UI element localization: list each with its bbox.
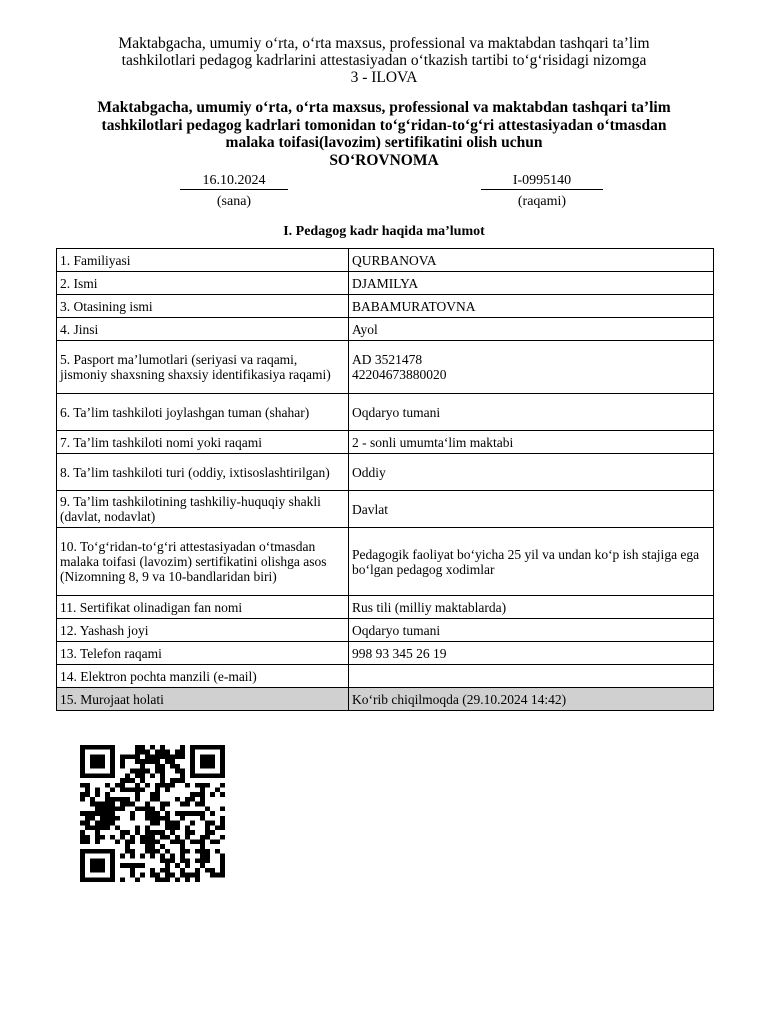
title-heading: SO‘ROVNOMA — [329, 151, 439, 169]
row-value — [349, 665, 714, 688]
number-underline — [481, 189, 603, 190]
appendix-label: 3 - ILOVA — [350, 69, 418, 86]
table-row — [57, 528, 714, 596]
row-label: 13. Telefon raqami — [57, 642, 349, 665]
info-table — [56, 248, 714, 711]
table-row — [57, 249, 714, 272]
row-value: 2 - sonli umumta‘lim maktabi — [349, 431, 714, 454]
row-value: Pedagogik faoliyat bo‘yicha 25 yil va undan ko‘p ish stajiga ega bo‘lgan pedagog xodimlar — [349, 528, 714, 596]
table-row — [57, 295, 714, 318]
table-row — [57, 341, 714, 394]
table-row — [57, 394, 714, 431]
passport-series: AD 3521478 — [352, 352, 423, 367]
row-value — [349, 341, 714, 394]
row-label: 6. Ta’lim tashkiloti joylashgan tuman (shahar) — [57, 394, 349, 431]
row-label: 9. Ta’lim tashkilotining tashkiliy-huquqiy shakli (davlat, nodavlat) — [57, 491, 349, 528]
section-title: I. Pedagog kadr haqida ma’lumot — [283, 224, 485, 239]
title-line: tashkilotlari pedagog kadrlari tomonidan to‘g‘ridan-to‘g‘ri attestasiyadan o‘tmasdan — [101, 116, 667, 134]
table-row — [57, 642, 714, 665]
title-line: Maktabgacha, umumiy o‘rta, o‘rta maxsus, professional va maktabdan tashqari ta’lim — [97, 99, 671, 116]
row-label: 10. To‘g‘ridan-to‘g‘ri attestasiyadan o‘tmasdan malaka toifasi (lavozim) sertifikatini olishga asos (Nizomning 8, 9 va 10-bandlaridan biri) — [57, 528, 349, 596]
status-value: Ko‘rib chiqilmoqda (29.10.2024 14:42) — [349, 688, 714, 711]
date-field — [180, 172, 288, 210]
row-value: 998 93 345 26 19 — [349, 642, 714, 665]
row-label: 4. Jinsi — [57, 318, 349, 341]
table-row — [57, 431, 714, 454]
row-value: Rus tili (milliy maktablarda) — [349, 596, 714, 619]
table-row — [57, 272, 714, 295]
header-line: Maktabgacha, umumiy o‘rta, o‘rta maxsus, professional va maktabdan tashqari ta’lim — [118, 35, 650, 52]
number-field — [481, 172, 603, 210]
row-value: BABAMURATOVNA — [349, 295, 714, 318]
row-label: 7. Ta’lim tashkiloti nomi yoki raqami — [57, 431, 349, 454]
passport-pinfl: 42204673880020 — [352, 367, 447, 382]
row-value: Oqdaryo tumani — [349, 394, 714, 431]
row-value: Oqdaryo tumani — [349, 619, 714, 642]
row-label: 11. Sertifikat olinadigan fan nomi — [57, 596, 349, 619]
row-label: 12. Yashash joyi — [57, 619, 349, 642]
qr-code-icon — [80, 745, 225, 882]
table-row — [57, 596, 714, 619]
table-row — [57, 318, 714, 341]
row-label: 1. Familiyasi — [57, 249, 349, 272]
row-value: Ayol — [349, 318, 714, 341]
row-label: 8. Ta’lim tashkiloti turi (oddiy, ixtisoslashtirilgan) — [57, 454, 349, 491]
row-label: 14. Elektron pochta manzili (e-mail) — [57, 665, 349, 688]
row-value: Oddiy — [349, 454, 714, 491]
title-line: malaka toifasi(lavozim) sertifikatini olish uchun — [225, 134, 543, 151]
row-label: 3. Otasining ismi — [57, 295, 349, 318]
number-caption: (raqami) — [517, 194, 567, 209]
row-label: 5. Pasport ma’lumotlari (seriyasi va raqami, jismoniy shaxsning shaxsiy identifikasiya raqami) — [57, 341, 349, 394]
row-label: 2. Ismi — [57, 272, 349, 295]
document-title — [0, 99, 768, 169]
table-row — [57, 491, 714, 528]
row-value: DJAMILYA — [349, 272, 714, 295]
date-value: 16.10.2024 — [202, 173, 266, 188]
date-caption: (sana) — [216, 194, 252, 209]
header-line: tashkilotlari pedagog kadrlarini attestasiyadan o‘tkazish tartibi to‘g‘risidagi nizomga — [121, 52, 647, 69]
table-row — [57, 665, 714, 688]
table-row — [57, 454, 714, 491]
status-row — [57, 688, 714, 711]
row-value: Davlat — [349, 491, 714, 528]
date-underline — [180, 189, 288, 190]
row-value: QURBANOVA — [349, 249, 714, 272]
row-label: 15. Murojaat holati — [57, 688, 349, 711]
table-row — [57, 619, 714, 642]
number-value: I-0995140 — [512, 173, 572, 188]
document-header — [0, 35, 768, 86]
